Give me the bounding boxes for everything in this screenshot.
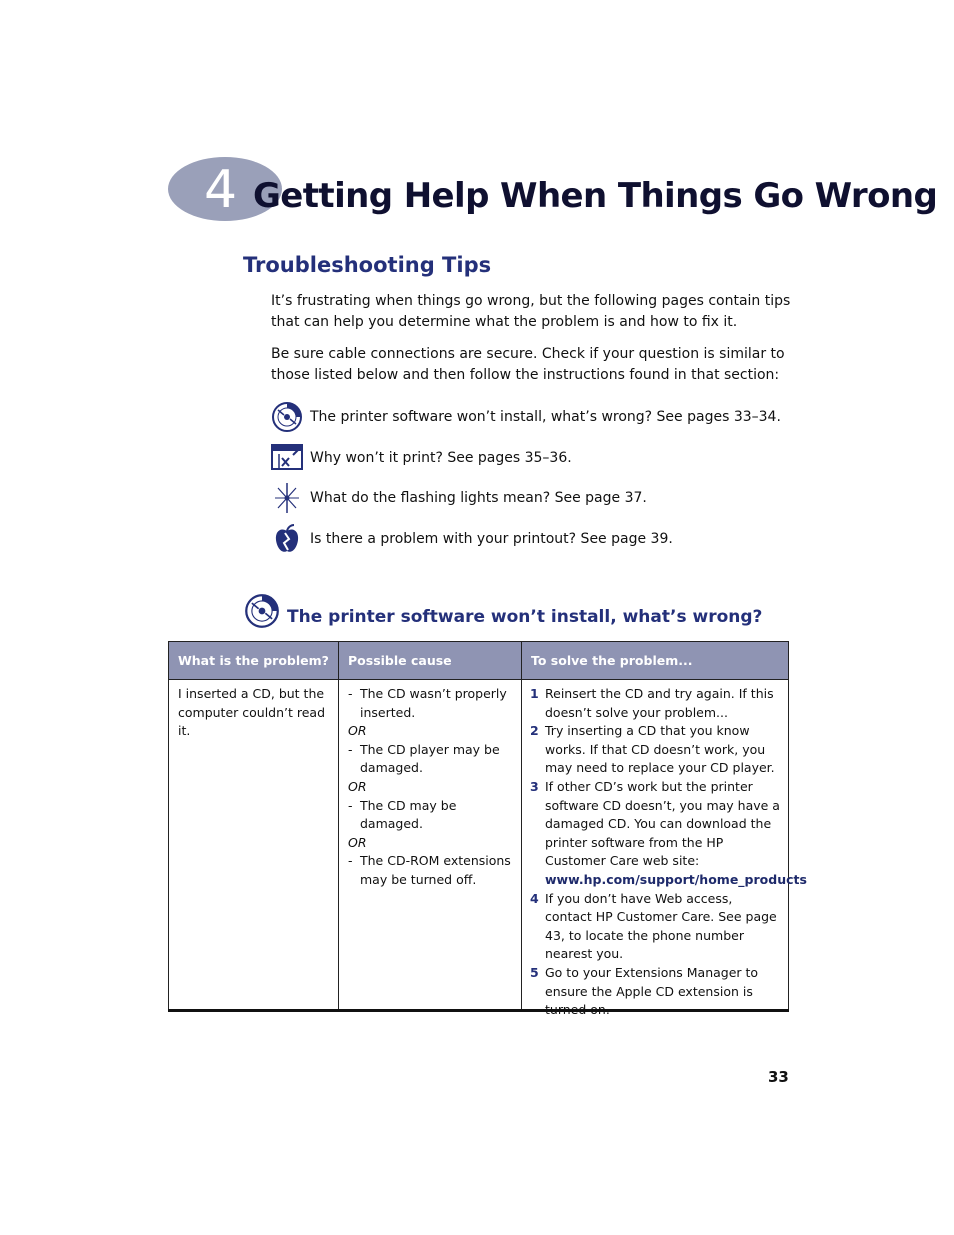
step-number: 4	[530, 890, 539, 906]
flashing-light-icon	[270, 481, 304, 515]
list-item: - The CD-ROM extensions may be turned off.	[348, 853, 511, 887]
list-item	[530, 722, 780, 778]
list-item	[530, 778, 807, 890]
table-header-row	[169, 642, 788, 680]
or-label: OR	[348, 778, 367, 794]
column-header-solution: To solve the problem...	[531, 653, 693, 668]
tip-item-printout-problem	[270, 522, 673, 556]
problem-cell: I inserted a CD, but the computer couldn’t read it.	[178, 686, 326, 739]
cd-icon	[270, 400, 304, 434]
subsection-title: The printer software won’t install, what’s wrong?	[287, 607, 763, 627]
tip-item-software-install	[270, 400, 781, 434]
list-item	[530, 685, 780, 722]
solution-cell	[530, 685, 807, 1020]
list-item: - The CD may be damaged.	[348, 797, 457, 832]
tip-text: Why won’t it print? See pages 35–36.	[310, 450, 572, 466]
or-label: OR	[348, 834, 367, 850]
step-text: Go to your Extensions Manager to ensure the Apple CD extension is	[545, 964, 759, 999]
tip-item-why-wont-print	[270, 441, 572, 475]
tip-item-flashing-lights	[270, 481, 647, 515]
tip-text: Is there a problem with your printout? See page 39.	[310, 531, 673, 547]
page-number: 33	[768, 1068, 789, 1086]
intro-paragraph: It’s frustrating when things go wrong, but the following pages contain tips that can help you determine what the problem is and how to fix it.	[271, 293, 791, 330]
support-url-link[interactable]: www.hp.com/support/home_products	[545, 871, 807, 887]
cause-text: The CD-ROM extensions may be turned off.	[360, 853, 511, 887]
column-divider	[521, 642, 522, 1009]
tip-text: What do the flashing lights mean? See page 37.	[310, 490, 647, 506]
column-header-problem: What is the problem?	[178, 653, 329, 668]
list-item: - The CD wasn’t properly inserted.	[348, 686, 507, 720]
step-number: 2	[530, 723, 539, 739]
step-number: 5	[530, 964, 539, 980]
list-item: - The CD player may be damaged.	[348, 741, 500, 776]
troubleshooting-table	[168, 641, 807, 1010]
step-text: Reinsert the CD and try again. If this doesn’t solve your problem...	[545, 686, 774, 720]
cause-text: The CD wasn’t properly inserted.	[360, 686, 507, 720]
step-text: If other CD’s work but the printer software CD doesn’t, you may have a damaged CD. You can download the printer software from the HP Customer Care web site:	[545, 778, 780, 869]
step-text: Try inserting a CD that you know works. If that CD doesn’t work, you may need to replace your CD player.	[545, 723, 775, 776]
cause-text: The CD may be damaged.	[360, 797, 457, 832]
chapter-title: Getting Help When Things Go Wrong	[253, 176, 938, 216]
printer-error-icon	[270, 441, 304, 475]
tip-text: The printer software won’t install, what’s wrong? See pages 33–34.	[310, 409, 781, 425]
table-bottom-rule	[168, 1009, 789, 1012]
column-header-cause: Possible cause	[348, 653, 452, 668]
instructions-paragraph: Be sure cable connections are secure. Check if your question is similar to those listed below and then follow the instructions found in that section:	[271, 346, 785, 383]
step-number: 3	[530, 778, 539, 794]
broken-apple-icon	[270, 522, 304, 556]
list-item	[530, 890, 780, 964]
step-text: If you don’t have Web access, contact HP Customer Care. See page 43, to locate the phone number nearest you.	[545, 890, 777, 962]
chapter-number: 4	[204, 160, 238, 220]
cause-cell	[348, 685, 516, 890]
cd-icon	[244, 593, 280, 633]
section-title: Troubleshooting Tips	[243, 253, 492, 277]
step-number: 1	[530, 686, 539, 701]
or-label: OR	[348, 723, 367, 739]
cause-text: The CD player may be damaged.	[360, 741, 500, 776]
column-divider	[338, 642, 339, 1009]
